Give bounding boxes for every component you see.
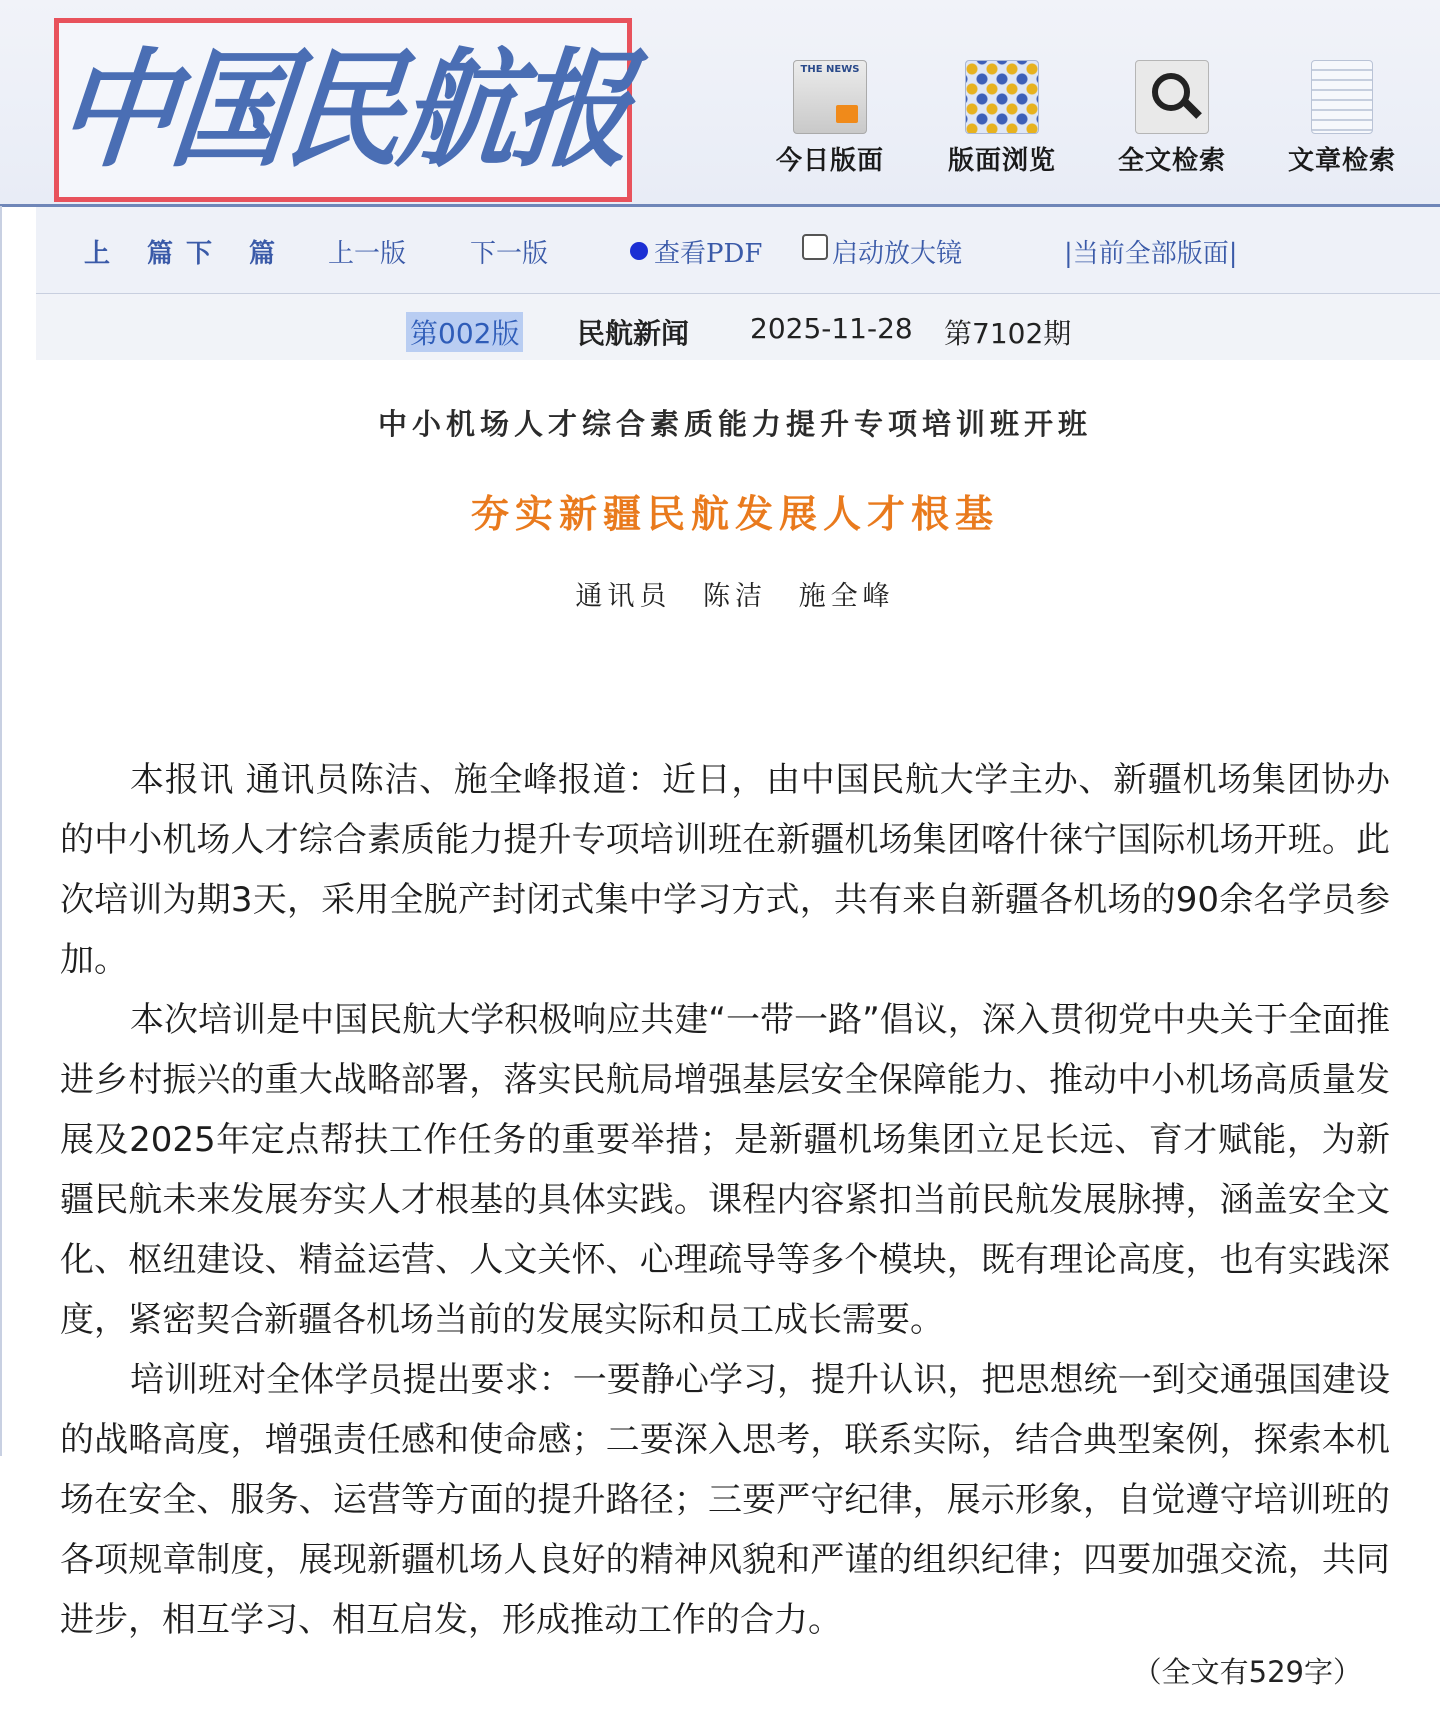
article-byline: 通讯员 陈洁 施全峰 (575, 581, 895, 612)
masthead-nav (760, 60, 1420, 180)
nav-browse-pages[interactable] (932, 60, 1072, 177)
article-paragraph: 本次培训是中国民航大学积极响应共建“一带一路”倡议，深入贯彻党中央关于全面推进乡村振兴的重大战略部署，落实民航局增强基层安全保障能力、推动中小机场高质量发展及2025年定点帮扶工作任务的重要举措；是新疆机场集团立足长远、育才赋能，为新疆民航未来发展夯实人才根基的具体实践。课程内容紧扣当前民航发展脉搏，涵盖安全文化、枢纽建设、精益运营、人文关怀、心理疏导等多个模块，既有理论高度，也有实践深度，紧密契合新疆各机场当前的发展实际和员工成长需要。 (60, 1000, 1390, 1340)
pdf-dot-icon (630, 242, 648, 260)
edition-issue: 第7102期 (944, 317, 1072, 350)
view-pdf-link[interactable] (630, 233, 762, 270)
magnifier-label: 启动放大镜 (832, 239, 963, 269)
article-title: 夯实新疆民航发展人才根基 (470, 492, 999, 536)
nav-fulltext-search[interactable] (1102, 60, 1242, 177)
nav-label: 全文检索 (1117, 146, 1226, 176)
view-pdf-label: 查看PDF (654, 239, 763, 269)
edition-version: 第002版 (406, 312, 523, 352)
nav-label: 版面浏览 (947, 146, 1056, 176)
edition-date: 2025-11-28 (750, 312, 913, 345)
prev-edition-link[interactable]: 上一版 (328, 239, 407, 269)
logo-text: 中国民航报 (50, 34, 636, 185)
next-edition-link[interactable]: 下一版 (470, 239, 549, 269)
nav-label: 今日版面 (775, 146, 884, 176)
article-body (60, 750, 1390, 1650)
edition-section: 民航新闻 (577, 317, 690, 350)
all-pages-link[interactable]: |当前全部版面| (1064, 239, 1238, 269)
page-grid-icon (965, 60, 1039, 134)
article-paragraph: 培训班对全体学员提出要求：一要静心学习，提升认识，把思想统一到交通强国建设的战略高度，增强责任感和使命感；二要深入思考，联系实际，结合典型案例，探索本机场在安全、服务、运营等方面的提升路径；三要严守纪律，展示形象，自觉遵守培训班的各项规章制度，展现新疆机场人良好的精神风貌和严谨的组织纪律；四要加强交流，共同进步，相互学习、相互启发，形成推动工作的合力。 (60, 1360, 1390, 1640)
word-count: （全文有529字） (1132, 1655, 1362, 1689)
magnifier-checkbox[interactable] (802, 234, 828, 260)
magnifier-icon (1135, 60, 1209, 134)
article-toolbar (36, 207, 1440, 294)
next-article-link[interactable]: 下 篇 (186, 239, 290, 269)
prev-article-link[interactable]: 上 篇 (84, 239, 188, 269)
magnifier-toggle[interactable] (802, 233, 962, 270)
article-pre-title: 中小机场人才综合素质能力提升专项培训班开班 (377, 407, 1092, 441)
newspaper-icon (793, 60, 867, 134)
nav-article-search[interactable] (1272, 60, 1412, 177)
article-paragraph: 本报讯 通讯员陈洁、施全峰报道：近日，由中国民航大学主办、新疆机场集团协办的中小机场人才综合素质能力提升专项培训班在新疆机场集团喀什徕宁国际机场开班。此次培训为期3天，采用全脱产封闭式集中学习方式，共有来自新疆各机场的90余名学员参加。 (60, 760, 1390, 980)
nav-label: 文章检索 (1287, 146, 1396, 176)
nav-today-pages[interactable] (760, 60, 900, 177)
newspaper-logo[interactable] (50, 18, 636, 202)
left-border (0, 206, 2, 1456)
edition-info-bar (36, 294, 1440, 360)
document-icon (1311, 60, 1373, 134)
masthead (0, 0, 1440, 206)
